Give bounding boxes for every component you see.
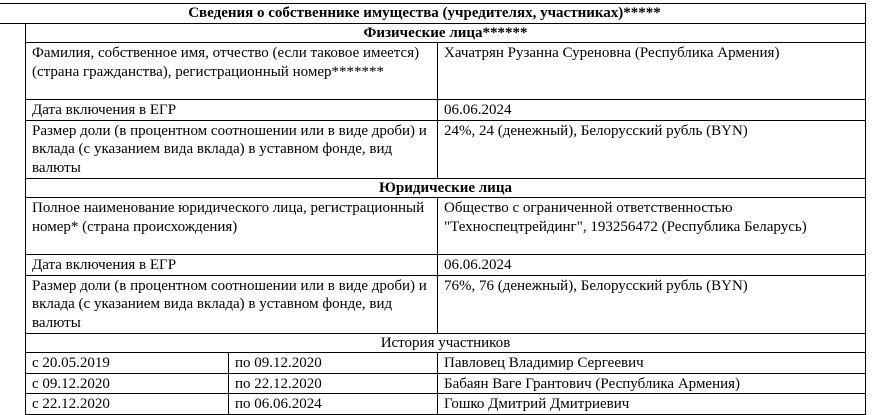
individual-share-label: Размер доли (в процентном соотношении или в виде дроби) и вклада (с указанием вида вклада) в уставном фонде, вид валюты (26, 120, 438, 178)
indent-cell (0, 275, 26, 333)
history-row (0, 373, 866, 394)
owners-title: Сведения о собственнике имущества (учредителях, участниках)***** (0, 4, 866, 24)
individual-share-value: 24%, 24 (денежный), Белорусский рубль (BYN) (438, 120, 866, 178)
history-from: с 20.05.2019 (26, 353, 229, 374)
individual-share-row (0, 120, 866, 178)
indent-cell (0, 255, 26, 276)
individuals-title: Физические лица****** (26, 23, 866, 43)
individual-name-label: Фамилия, собственное имя, отчество (если таковое имеется) (страна гражданства), регистрационный номер******* (26, 43, 438, 100)
individuals-title-row (0, 23, 866, 43)
history-name: Павловец Владимир Сергеевич (438, 353, 866, 374)
legal-share-label: Размер доли (в процентном соотношении или в виде дроби) и вклада (с указанием вида вклада) в уставном фонде, вид валюты (26, 275, 438, 333)
legal-name-row (0, 198, 866, 255)
history-from: с 22.12.2020 (26, 394, 229, 415)
history-title: История участников (26, 333, 866, 353)
indent-cell (0, 394, 26, 415)
legal-title-row (0, 178, 866, 198)
history-title-row (0, 333, 866, 353)
legal-share-value: 76%, 76 (денежный), Белорусский рубль (BYN) (438, 275, 866, 333)
legal-date-value: 06.06.2024 (438, 255, 866, 276)
legal-share-row (0, 275, 866, 333)
history-row (0, 394, 866, 415)
indent-cell (0, 120, 26, 178)
indent-cell (0, 43, 26, 100)
indent-cell (0, 100, 26, 121)
indent-cell (0, 353, 26, 374)
legal-name-value: Общество с ограниченной ответственностью "Техноспецтрейдинг", 193256472 (Республика Беларусь) (438, 198, 866, 255)
legal-date-label: Дата включения в ЕГР (26, 255, 438, 276)
indent-cell (0, 333, 26, 353)
individual-name-value: Хачатрян Рузанна Суреновна (Республика Армения) (438, 43, 866, 100)
owners-table (0, 3, 866, 415)
indent-cell (0, 23, 26, 43)
history-to: по 22.12.2020 (229, 373, 438, 394)
indent-cell (0, 198, 26, 255)
indent-cell (0, 178, 26, 198)
owners-title-row (0, 4, 866, 24)
individual-date-row (0, 100, 866, 121)
individual-name-row (0, 43, 866, 100)
indent-cell (0, 373, 26, 394)
legal-name-label: Полное наименование юридического лица, регистрационный номер* (страна происхождения) (26, 198, 438, 255)
history-from: с 09.12.2020 (26, 373, 229, 394)
individual-date-value: 06.06.2024 (438, 100, 866, 121)
history-to: по 09.12.2020 (229, 353, 438, 374)
history-row (0, 353, 866, 374)
history-name: Гошко Дмитрий Дмитриевич (438, 394, 866, 415)
history-name: Бабаян Ваге Грантович (Республика Армения) (438, 373, 866, 394)
individual-date-label: Дата включения в ЕГР (26, 100, 438, 121)
legal-entities-title: Юридические лица (26, 178, 866, 198)
legal-date-row (0, 255, 866, 276)
history-to: по 06.06.2024 (229, 394, 438, 415)
